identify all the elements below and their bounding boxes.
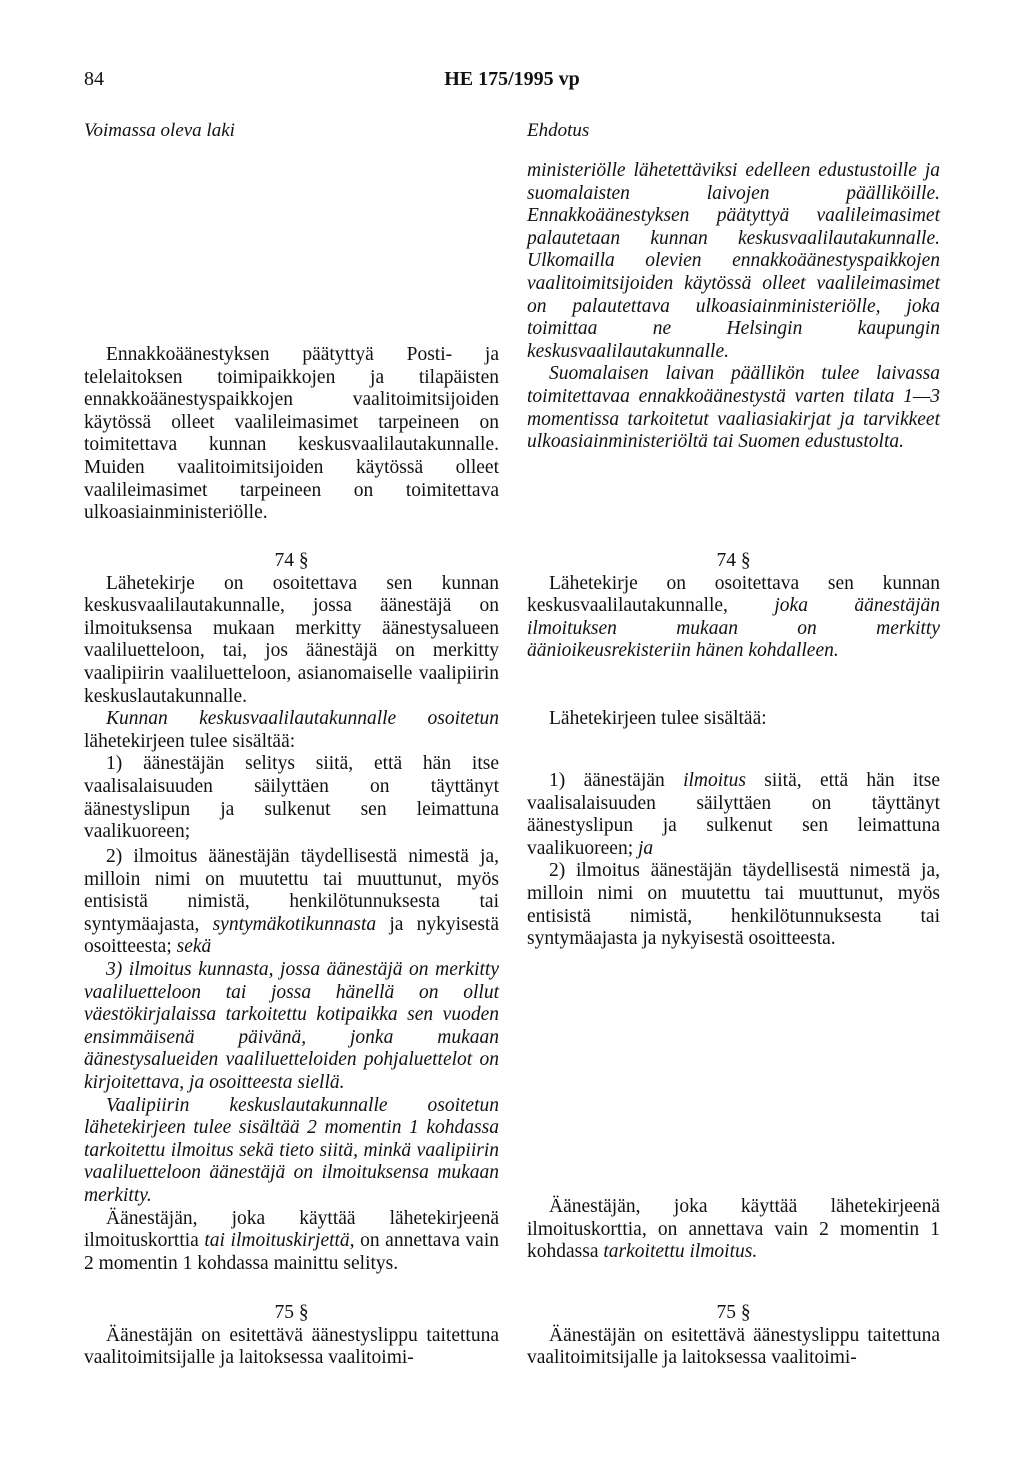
right-p3-italic: joka äänestäjän ilmoituksen mukaan on merkitty äänioikeusrekisteriin hänen kohdalleen. — [527, 595, 940, 662]
right-paragraph-6: 2) ilmoitus äänestäjän täydellisestä nimestä ja, milloin nimi on muutettu tai muuttunut, myös entisistä nimistä, henkilötunnuksesta tai syntymäajasta ja nykyisestä osoitteesta. — [527, 860, 940, 950]
left-paragraph-1: Ennakkoäänestyksen päätyttyä Posti- ja telelaitoksen toimipaikkojen ja tilapäisten ennakkoäänestyspaikkojen vaalitoimitsijoiden käytössä olleet vaalileimasimet tarpeineen on toimitettava kunnan keskusvaalilautakunnalle. Muiden vaalitoimitsijoiden käytössä olleet vaalileimasimet tarpeineen on toimitettava ulkoasiainministeriölle. — [84, 344, 499, 524]
right-paragraph-4: Lähetekirjeen tulee sisältää: — [549, 708, 767, 729]
left-p8-italic: tai ilmoituskirjettä, — [204, 1230, 355, 1252]
left-paragraph-8 — [84, 1208, 499, 1276]
page-number: 84 — [84, 68, 104, 90]
left-paragraph-3-italic: Kunnan keskusvaalilautakunnalle osoitetun — [106, 708, 499, 730]
right-section-74: 74 § — [716, 550, 751, 571]
left-p8-b: on annettava vain 2 momentin 1 kohdassa mainittu selitys. — [84, 1230, 499, 1274]
left-p5-italic-1: syntymäkotikunnasta — [212, 913, 377, 935]
left-p6-italic: 3) ilmoitus kunnasta, jossa äänestäjä on merkitty vaaliluetteloon tai jossa hänellä on ollut väestökirjalaissa tarkoitettu kotipaikka sen vuoden ensimmäisenä päivänä, jonka mukaan äänestysalueiden vaaliluetteloiden pohjaluettelot on kirjoitettava, ja osoitteesta siellä. — [84, 958, 499, 1093]
left-paragraph-3-rest: lähetekirjeen tulee sisältää: — [84, 730, 296, 752]
right-p1-italic: ministeriölle lähetettäviksi edelleen edustustoille ja suomalaisten laivojen päälliköille. Ennakkoäänestyksen päätyttyä vaalileimasimet palautetaan kunnan keskusvaalilautakunnalle. Ulkomailla olevien ennakkoäänestyspaikkojen vaalitoimitsijoiden käytössä olleet vaalileimasimet on palautettava ulkoasiainministeriölle, joka toimittaa ne Helsingin kaupungin keskusvaalilautakunnalle. — [527, 160, 940, 362]
right-p3-a: Lähetekirje on osoitettava sen kunnan keskusvaalilautakunnalle, — [527, 572, 940, 617]
left-p7-italic: Vaalipiirin keskuslautakunnalle osoitetun lähetekirjeen tulee sisältää 2 momentin 1 kohdassa tarkoitettu ilmoitus sekä tieto siitä, minkä vaalipiirin vaaliluetteloon äänestäjä on ilmoituksensa mukaan merkitty. — [84, 1094, 499, 1206]
left-column-block-1 — [84, 344, 499, 525]
left-paragraph-2: Lähetekirje on osoitettava sen kunnan keskusvaalilautakunnalle, jossa äänestäjä on ilmoituksensa mukaan merkitty äänestysalueen vaaliluetteloon, tai, jos äänestäjä on merkitty vaalipiirin vaaliluetteloon, asianomaiselle vaalipiirin keskuslautakunnalle. — [84, 572, 499, 707]
left-column-block-4 — [84, 1302, 499, 1370]
right-paragraph-8: Äänestäjän on esitettävä äänestyslippu taitettuna vaalitoimitsijalle ja laitoksessa vaalitoimi- — [527, 1324, 940, 1369]
right-p2-italic: Suomalaisen laivan päällikön tulee laivassa toimitettavaa ennakkoäänestystä varten tilata 1—3 momentissa tarkoitetut vaaliasiakirjat ja tarvikkeet ulkoasiainministeriöltä tai Suomen edustustolta. — [527, 363, 940, 453]
right-p5-italic: ilmoitus — [683, 770, 746, 791]
left-p5-a: 2) ilmoitus äänestäjän täydellisestä nimestä ja, milloin nimi on muutettu tai muuttunut, myös entisistä nimistä, henkilötunnuksesta tai syntymäajasta, — [84, 846, 499, 935]
left-paragraph-6 — [84, 959, 499, 1095]
right-column-block-4 — [527, 770, 940, 951]
left-paragraph-3 — [84, 708, 499, 753]
right-paragraph-5 — [527, 770, 940, 860]
right-p7-italic: tarkoitettu ilmoitus. — [603, 1241, 758, 1263]
right-p5-a: 1) äänestäjän — [549, 770, 684, 791]
right-column-heading: Ehdotus — [527, 120, 590, 141]
left-column-block-3 — [84, 846, 499, 1275]
left-column-heading: Voimassa oleva laki — [84, 120, 235, 141]
right-column-block-3 — [527, 708, 940, 731]
left-paragraph-5 — [84, 846, 499, 959]
right-column-block-6 — [527, 1302, 940, 1370]
left-column-block-2 — [84, 550, 499, 844]
right-paragraph-3 — [527, 573, 940, 663]
right-paragraph-1 — [527, 160, 940, 363]
left-p8-a: Äänestäjän, joka käyttää lähetekirjeenä ilmoituskorttia — [84, 1207, 499, 1252]
right-p5-italic-2: ja — [638, 837, 654, 859]
left-p5-b: ja nykyisestä osoitteesta; — [84, 913, 499, 958]
left-paragraph-9: Äänestäjän on esitettävä äänestyslippu taitettuna vaalitoimitsijalle ja laitoksessa vaalitoimi- — [84, 1324, 499, 1369]
left-section-75: 75 § — [274, 1302, 309, 1323]
running-title: HE 175/1995 vp — [444, 68, 580, 90]
left-p5-italic-2: sekä — [176, 936, 212, 958]
right-p7-a: Äänestäjän, joka käyttää lähetekirjeenä ilmoituskorttia, on annettava vain 2 momentin 1 kohdassa — [527, 1196, 940, 1263]
left-paragraph-4: 1) äänestäjän selitys siitä, että hän itse vaalisalaisuuden säilyttäen on täyttänyt äänestyslipun ja sulkenut sen leimattuna vaalikuoreen; — [84, 753, 499, 843]
right-paragraph-2 — [527, 363, 940, 453]
right-column-block-2 — [527, 550, 940, 663]
left-paragraph-7 — [84, 1095, 499, 1208]
right-column-block-5 — [527, 1196, 940, 1264]
right-column-block-1 — [527, 160, 940, 454]
right-p5-b: siitä, että hän itse vaalisalaisuuden säilyttäen on täyttänyt äänestyslipun ja sulkenut sen leimattuna vaalikuoreen; — [527, 770, 940, 859]
right-section-75: 75 § — [716, 1302, 751, 1323]
right-paragraph-7 — [527, 1196, 940, 1264]
left-section-74: 74 § — [274, 550, 309, 571]
